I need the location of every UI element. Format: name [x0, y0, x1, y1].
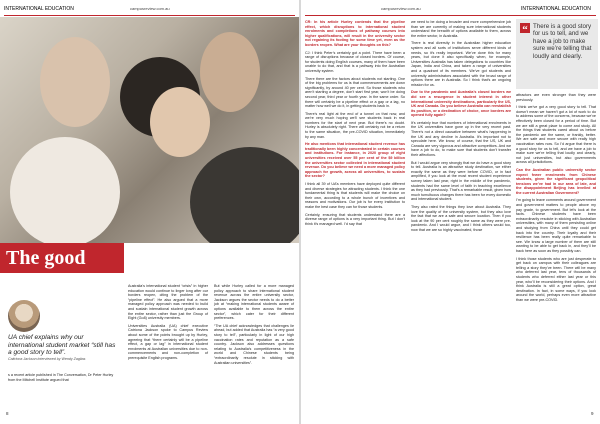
paragraph: There is real diversity in the Australian higher education system and all sorts of institutions serve different kinds of needs, so it’s really important. We’ve done this for many years, but done it also specifically when, for example, Universities Australia has taken delegations to countries like Japan, India and China, and taken a range of universities and a quadrant of its members. We’ve got students and university administrators associated with the broad range of options there are in Australia. So I think that’s an ongoing mission for us. — [411, 41, 511, 87]
left-page — [0, 0, 299, 424]
body-column-4 — [411, 20, 511, 236]
page-number-left: 8 — [6, 411, 9, 416]
body-column-1 — [128, 284, 208, 364]
paragraph: we need to be doing a broader and more comprehensive job than we are currently of making sure international students understand the breadth of options available to them, across the entire sector, in Australia. — [411, 20, 511, 38]
paragraph: I’m going to leave comments around government and government matters to people above my pay grade, to government. But let’s look at the facts. Chinese students have been extraordinarily resolute in sticking with Australian universities, with many of them persisting online and studying from China until they could get back into the country. Their loyalty and their resilience has been really quite remarkable to see. We know a large number of them are still wanting to be able to get back in, and they’ll be back here as soon as they possibly can. — [516, 198, 596, 253]
pull-quote: There is a good story for us to tell, and we have a job to make sure we’re telling that loudly and clearly. — [533, 23, 592, 60]
question: Due to the pandemic and Australia’s closed borders we did see a resurgence in student interest in other international university destinations, particularly the US, UK and Canada. Do you believe Australia can reestablish its position, or a destination of choice, once borders are opened fully again? — [411, 90, 511, 118]
paragraph: Certainly, ensuring that students understand there are a diverse range of options is a very important thing. But I don’t think it’s managed well. I’d say that — [305, 212, 405, 226]
site-label-right: campusreview.com.au — [381, 6, 421, 11]
question: Can the Australian public university sector expect fewer enrolments from Chinese students, given the significant geopolitical tensions we’ve had in our area of late, and the disappointment Beijing has levelled at the current Australian Government? — [516, 167, 596, 195]
paragraph: CJ: I think Peter’s certainly got a point. There have been a range of disruptions because of closed borders. Of course, for students doing English courses, many of them have been unable to do that, and that is a pathway into the Australian university system. — [305, 50, 405, 73]
header-rule — [4, 15, 295, 16]
quote-mark-icon: “ — [520, 23, 530, 33]
question: He also mentions that international student revenue has traditionally been highly concentrated in certain courses and institutions. For instance, in 2020 group of eight universities received over 55 per cent of the $9 billion the universities sector collected in international student revenue. Do you believe we need a more managed policy approach for growth, across all universities, to sustain the sector? — [305, 142, 405, 179]
paragraph: Australia’s international student “crisis” in higher education would continue to linger long after our borders reopen, citing the problem of the “pipeline effect”. He also argued that a more managed policy approach was needed to build and sustain international student growth across the entire sector, rather than just the Group of Eight (Go8) university members. — [128, 284, 208, 321]
paragraph: They also rated the things they love about Australia. They love the quality of the university system, but they also love the fact that we are a safe and secure location. Then if you look at the 90 per cent roughly the same as they were pre-pandemic. And I would argue, and I think others would too, now that we are so highly vaccinated, those — [411, 204, 511, 232]
paragraph: There’s real light at the end of a tunnel on that now, and we’re very much hoping we’ll see students back in real numbers for the start of next year. But there’s no doubt. Hurley is absolutely right. There will certainly not be a return to the same situation, the pre-COVID situation, immediately by any man. — [305, 111, 405, 139]
headline: The good news — [0, 243, 124, 273]
body-column-5 — [516, 93, 596, 306]
intro-text: s a recent article published in The Conversation, Dr Peter Hurley from the Mitchell Institute argued that — [8, 373, 114, 382]
section-label-right: INTERNATIONAL EDUCATION — [521, 6, 591, 12]
paragraph: I think those students who are just desperate to get back on campus with their colleagues are telling a story they’ve been. There will be many who deferred last year, tens of thousands of students who deferred either last year or this year, who’ll be reconsidering their options. And I think Australia is still a great option, great destination. In fact, in some ways, if you look around the world, perhaps even more attractive than we were pre-COVID. — [516, 256, 596, 302]
pull-quote-box — [516, 19, 598, 89]
raised-hand-shape-2 — [200, 32, 260, 112]
site-label: campusreview.com.au — [130, 6, 170, 11]
paragraph: Universities Australia (UA) chief executive Catriona Jackson spoke to Campus Review about some of the points brought up by Hurley, agreeing that “there certainly will be a pipeline effect, a gap or lag” in international student enrolments at Australian universities due to non-commencements and non-completion of prerequisite English programs. — [128, 323, 208, 360]
standfirst: UA chief explains why our international student market “still has a good story to tell”. — [8, 334, 116, 357]
byline: Caitriona Jackson interviewed by Wendy Zagitas — [8, 357, 86, 361]
body-column-3 — [305, 20, 405, 229]
page-number-right: 9 — [591, 411, 594, 416]
paragraph: There there are the factors about students not starting. One of the big problems for us is that commencements are down significantly, by around 40 per cent. So those students who aren’t starting a degree, don’t start first year, won’t be doing second year, third year or fourth year. In the same order. So there will certainly be a pipeline effect or a gap or a lag, no matter how well we do it, in getting students back in. — [305, 76, 405, 109]
paragraph: “The UA chief acknowledges that challenges lie ahead, but added that Australia has “a very good story to tell”, particularly in light of our high vaccination rates and reputation as a safe country. Jackson also addresses questions relating to Australia’s competitiveness in the world and Chinese students being “extraordinarily resolute in sticking with Australian universities”. — [214, 323, 294, 365]
paragraph: I think all 39 of UA’s members have deployed quite different and diverse strategies for attracting students. I think the one fundamental thing is that students will make the choice on their own, according to a whole bunch of incentives and reasons and motivations. Our job is for every institution to make the best case they can for those students. — [305, 182, 405, 209]
hero-photo — [0, 17, 299, 243]
question: CR: In his article Hurley contends that the pipeline effect, which disruptions to international student enrolments and completions of pathway courses into higher qualifications, will result in the university sector not regaining its footing for some time yet, even as the borders reopen. What are your thoughts on this? — [305, 20, 405, 47]
body-column-2 — [214, 284, 294, 368]
jacket-shape — [190, 147, 299, 243]
paragraph: But I would argue very strongly that we do have a good story to tell. Australia is an attractive study destination, we either exactly the same as they were before COVID, or in fact amplified, if you look at the most recent student experience survey taken last year, right in the middle of the pandemic, students had the same level of faith in teaching excellence as they had previously. That’s a remarkable result, given how much tumultuous changes there has been for every domestic and international student. — [411, 160, 511, 202]
section-label: INTERNATIONAL EDUCATION — [4, 6, 74, 12]
paragraph: But while Hurley called for a more managed policy approach to share international student revenue across the entire university sector, Jackson argues the sector needs to do a better job at “making international students aware of options available to them across the entire sector”, which cater for their different preferences. — [214, 284, 294, 321]
paragraph: It’s certainly true that numbers of international enrolments in the UK universities have gone up in the very recent past. There’s not a direct causative between what’s happening in the UK and any decline in Australia. It’s important not to speculate here. We know, of course, that the US, UK and Canada are very vigorous and attractive competitors. And we have a job to do, to make sure that students don’t transfer their affections. — [411, 120, 511, 158]
author-avatar — [8, 300, 40, 332]
paragraph: I think we’ve got a very good story to tell. That doesn’t mean we haven’t got a lot of work to do to address some of the concerns, because we’ve effectively been closed for a period of time. But we are still a great place to come and study. All the things that students cared about us before the pandemic are the same, or frankly, better. We are safe and more secure with really high vaccination rates now. So I’d argue that there is a good story for us to tell, and we have a job to make sure we’re telling that loudly and clearly, not just universities, but also governments across all jurisdictions. — [516, 105, 596, 165]
paragraph: attractors are even stronger than they were previously. — [516, 93, 596, 102]
face-shape — [150, 87, 210, 157]
raised-hand-shape — [40, 37, 110, 127]
header-rule-right — [305, 15, 596, 16]
shirt-shape — [10, 137, 120, 243]
